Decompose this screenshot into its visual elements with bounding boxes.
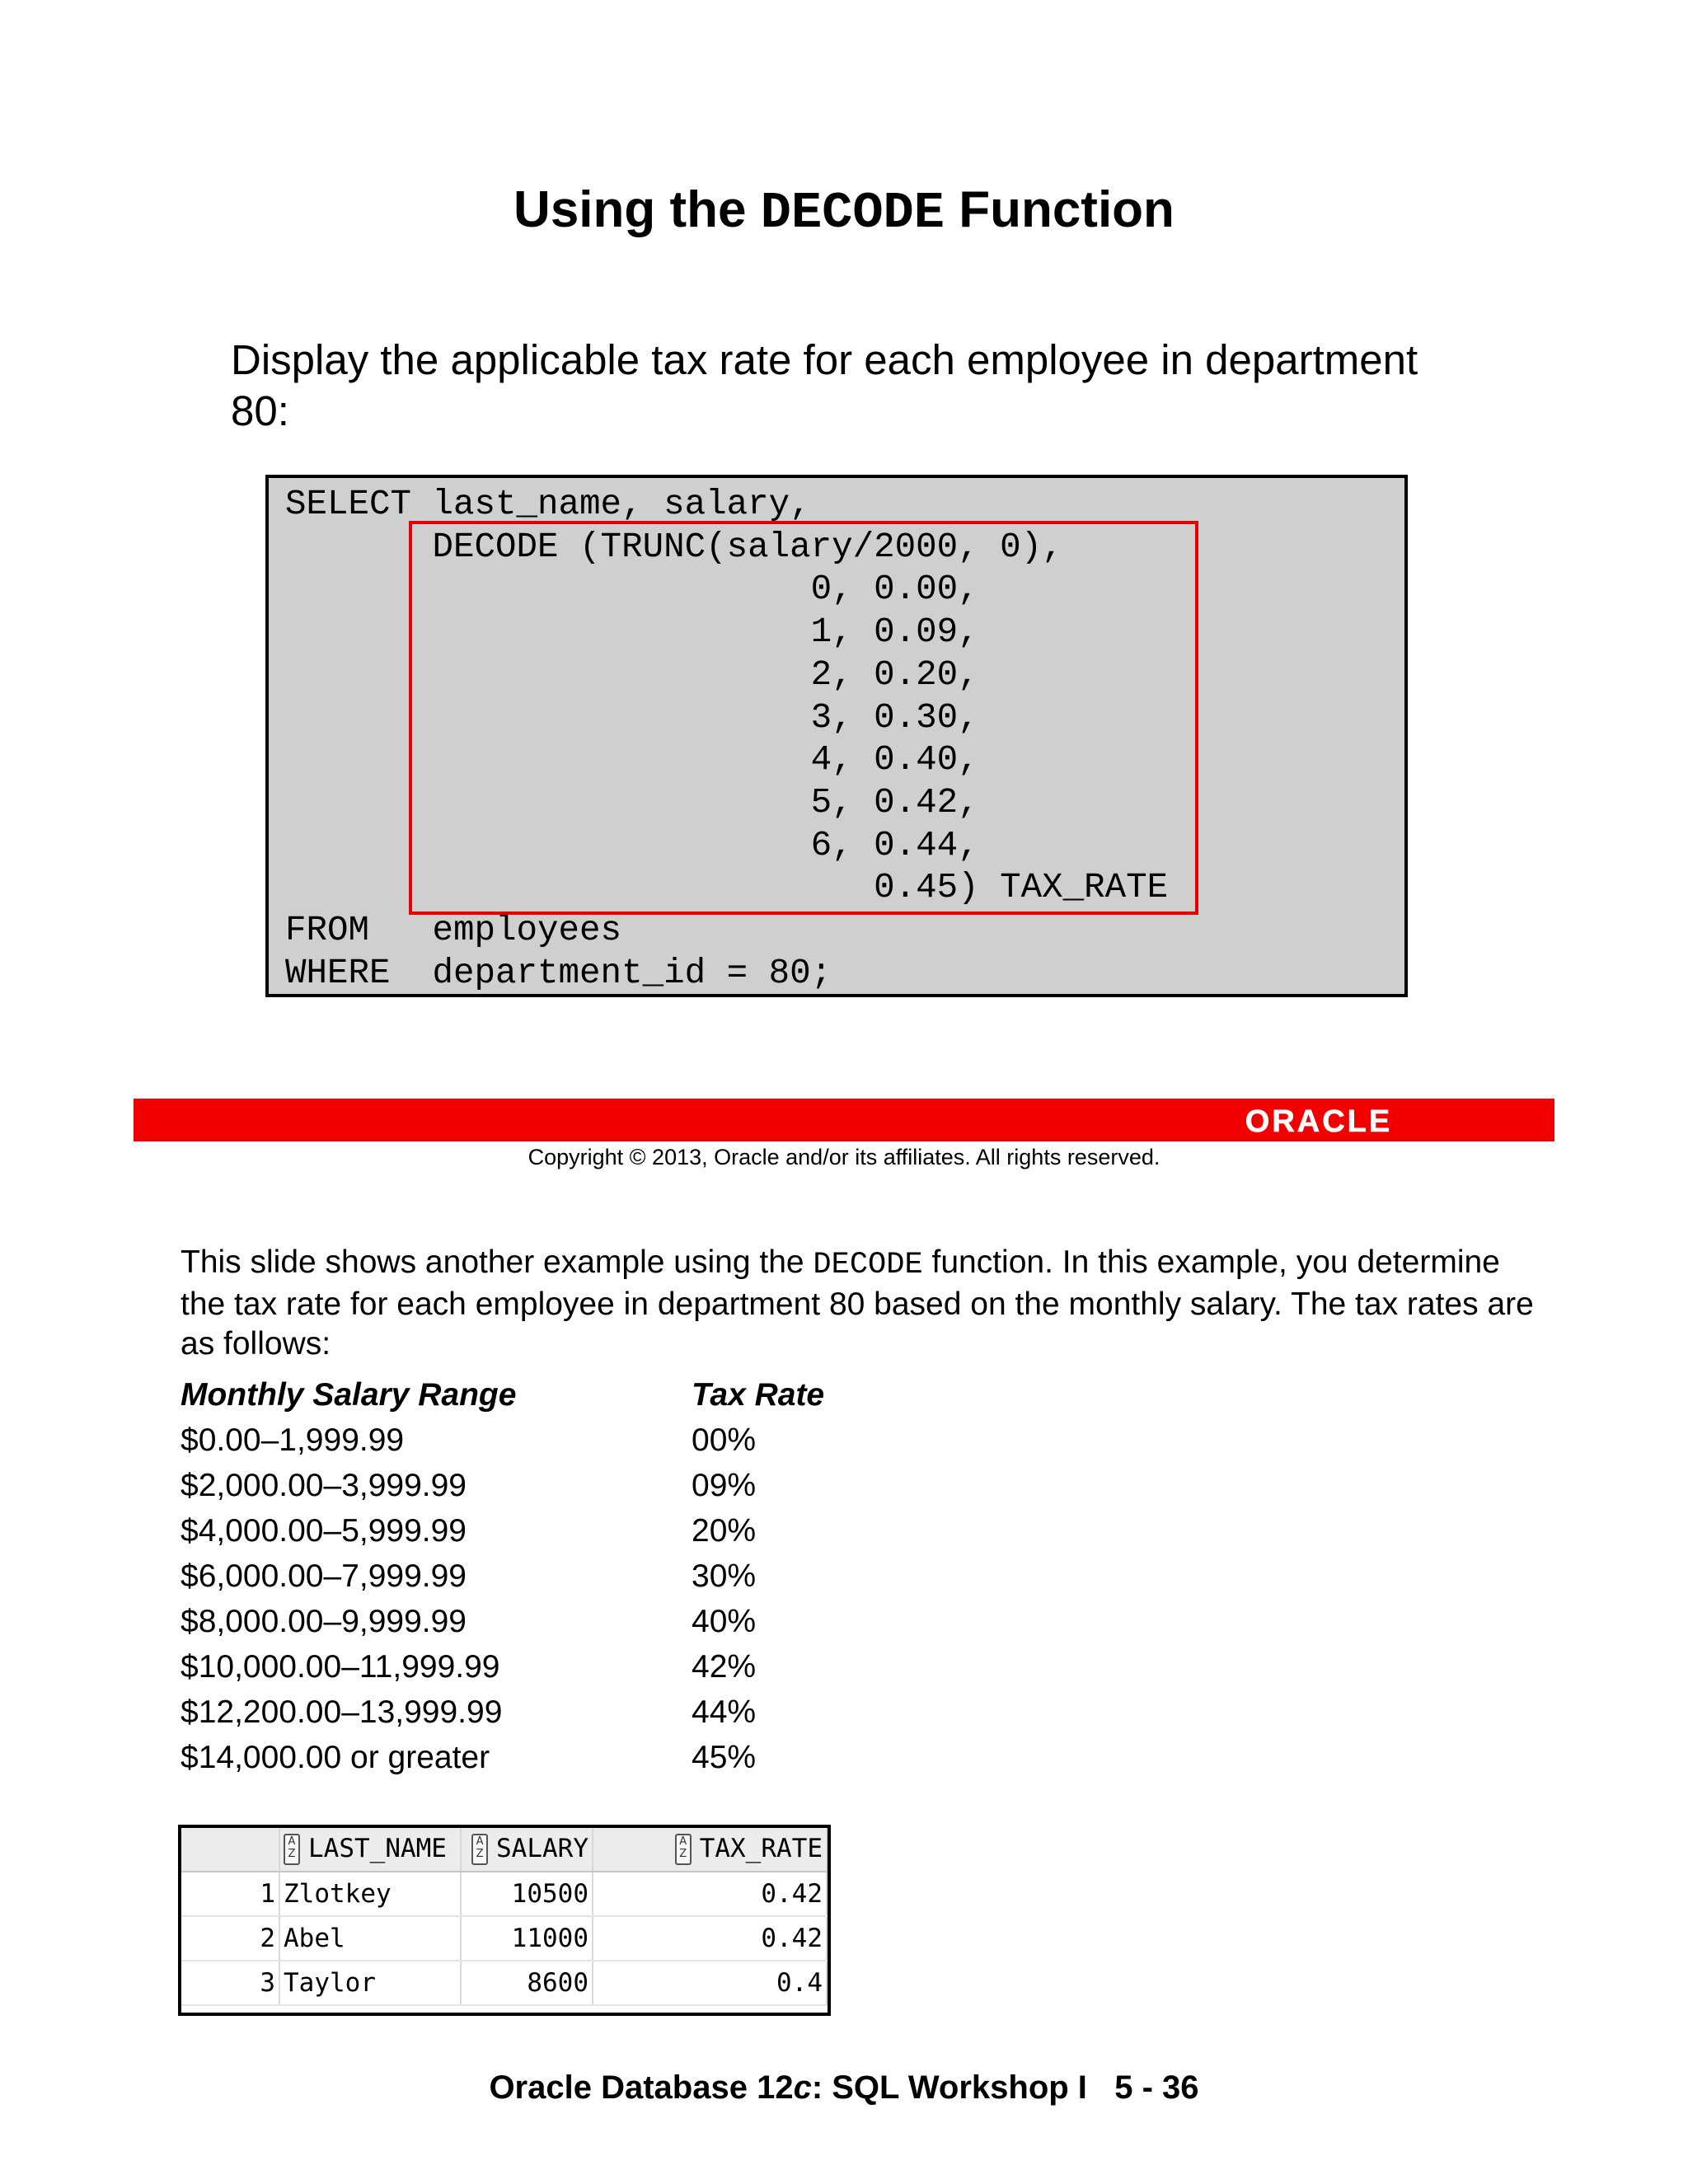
salary-range: $0.00–1,999.99: [181, 1422, 405, 1458]
copyright-text: Copyright © 2013, Oracle and/or its affiliates. All rights reserved.: [528, 1145, 1160, 1169]
cell-last-name[interactable]: Zlotkey: [279, 1872, 461, 1916]
tax-rate-header: Tax Rate: [692, 1377, 825, 1413]
title-prefix: Using the: [513, 181, 761, 238]
code-line: 3, 0.30,: [285, 697, 979, 738]
code-line: WHERE department_id = 80;: [285, 953, 832, 993]
code-line: DECODE (TRUNC(salary/2000, 0),: [285, 527, 1063, 567]
svg-text:ORACLE: ORACLE: [1245, 1104, 1393, 1138]
lead-text: Display the applicable tax rate for each employee in department 80:: [231, 336, 1418, 434]
salary-range: $6,000.00–7,999.99: [181, 1558, 467, 1594]
code-line: 0, 0.00,: [285, 569, 979, 610]
cell-last-name[interactable]: Abel: [279, 1916, 461, 1961]
decode-highlight-box: [409, 521, 1198, 915]
sort-az-icon[interactable]: A Z: [284, 1834, 300, 1865]
rate-row: [181, 1599, 1005, 1644]
tax-rate: 45%: [692, 1740, 757, 1775]
rate-row: [181, 1508, 1005, 1554]
salary-range: $12,200.00–13,999.99: [181, 1694, 503, 1730]
cell-tax-rate[interactable]: 0.42: [593, 1916, 827, 1961]
cell-salary[interactable]: 11000: [461, 1916, 593, 1961]
rate-header-row: [181, 1372, 1005, 1418]
code-line: 5, 0.42,: [285, 782, 979, 823]
column-header-tax-rate[interactable]: A Z TAX_RATE: [593, 1828, 827, 1872]
tax-rate: 40%: [692, 1604, 757, 1639]
tax-rate: 20%: [692, 1513, 757, 1549]
salary-range-header: Monthly Salary Range: [181, 1377, 517, 1413]
oracle-logo: [1228, 1102, 1409, 1138]
sort-az-icon[interactable]: A Z: [471, 1834, 488, 1865]
row-number-header: [181, 1828, 279, 1872]
rate-row: [181, 1735, 1005, 1780]
tax-rate: 42%: [692, 1649, 757, 1685]
sort-az-icon[interactable]: A Z: [675, 1834, 692, 1865]
cell-tax-rate[interactable]: 0.42: [593, 1872, 827, 1916]
cell-last-name[interactable]: Taylor: [279, 1961, 461, 2005]
table-row[interactable]: [181, 1961, 827, 2005]
title-suffix: Function: [944, 181, 1175, 238]
title-code: DECODE: [760, 184, 945, 242]
tax-rate: 09%: [692, 1468, 757, 1503]
row-number: 1: [181, 1872, 279, 1916]
cell-tax-rate[interactable]: 0.4: [593, 1961, 827, 2005]
notes-text: This slide shows another example using the: [181, 1244, 814, 1280]
code-line: 4, 0.40,: [285, 740, 979, 780]
result-header-row: [181, 1828, 827, 1872]
code-line: 6, 0.44,: [285, 825, 979, 865]
cell-salary[interactable]: 8600: [461, 1961, 593, 2005]
tax-rate: 44%: [692, 1694, 757, 1730]
column-header-salary[interactable]: A Z SALARY: [461, 1828, 593, 1872]
rate-row: [181, 1463, 1005, 1508]
tax-rate: 30%: [692, 1558, 757, 1594]
rate-row: [181, 1644, 1005, 1690]
code-line: 0.45) TAX_RATE: [285, 868, 1169, 908]
salary-range: $14,000.00 or greater: [181, 1740, 490, 1775]
row-number: 2: [181, 1916, 279, 1961]
tax-rate-list: [181, 1372, 1005, 1780]
rate-row: [181, 1690, 1005, 1735]
notes-code: DECODE: [813, 1248, 923, 1282]
column-header-last-name[interactable]: A Z LAST_NAME: [279, 1828, 461, 1872]
table-row[interactable]: [181, 1872, 827, 1916]
salary-range: $10,000.00–11,999.99: [181, 1649, 500, 1685]
salary-range: $8,000.00–9,999.99: [181, 1604, 467, 1639]
notes-text: function. In this example, you determine the tax rate for each employee in department 80 based on the monthly salary. The tax rates are as follows:: [181, 1244, 1534, 1361]
salary-range: $2,000.00–3,999.99: [181, 1468, 467, 1503]
notes-paragraph: [181, 1243, 1549, 1364]
cell-salary[interactable]: 10500: [461, 1872, 593, 1916]
rate-row: [181, 1554, 1005, 1599]
code-line: 1, 0.09,: [285, 612, 979, 653]
rate-row: [181, 1418, 1005, 1463]
page-title: [0, 177, 1688, 246]
table-row[interactable]: [181, 1916, 827, 1961]
row-number: 3: [181, 1961, 279, 2005]
tax-rate: 00%: [692, 1422, 757, 1458]
code-line: FROM employees: [285, 911, 622, 951]
salary-range: $4,000.00–5,999.99: [181, 1513, 467, 1549]
code-line: SELECT last_name, salary,: [285, 485, 811, 524]
query-result-grid: [178, 1825, 831, 2016]
code-line: 2, 0.20,: [285, 654, 979, 695]
page-footer: Oracle Database 12c: SQL Workshop I 5 - 36: [489, 2069, 1199, 2106]
